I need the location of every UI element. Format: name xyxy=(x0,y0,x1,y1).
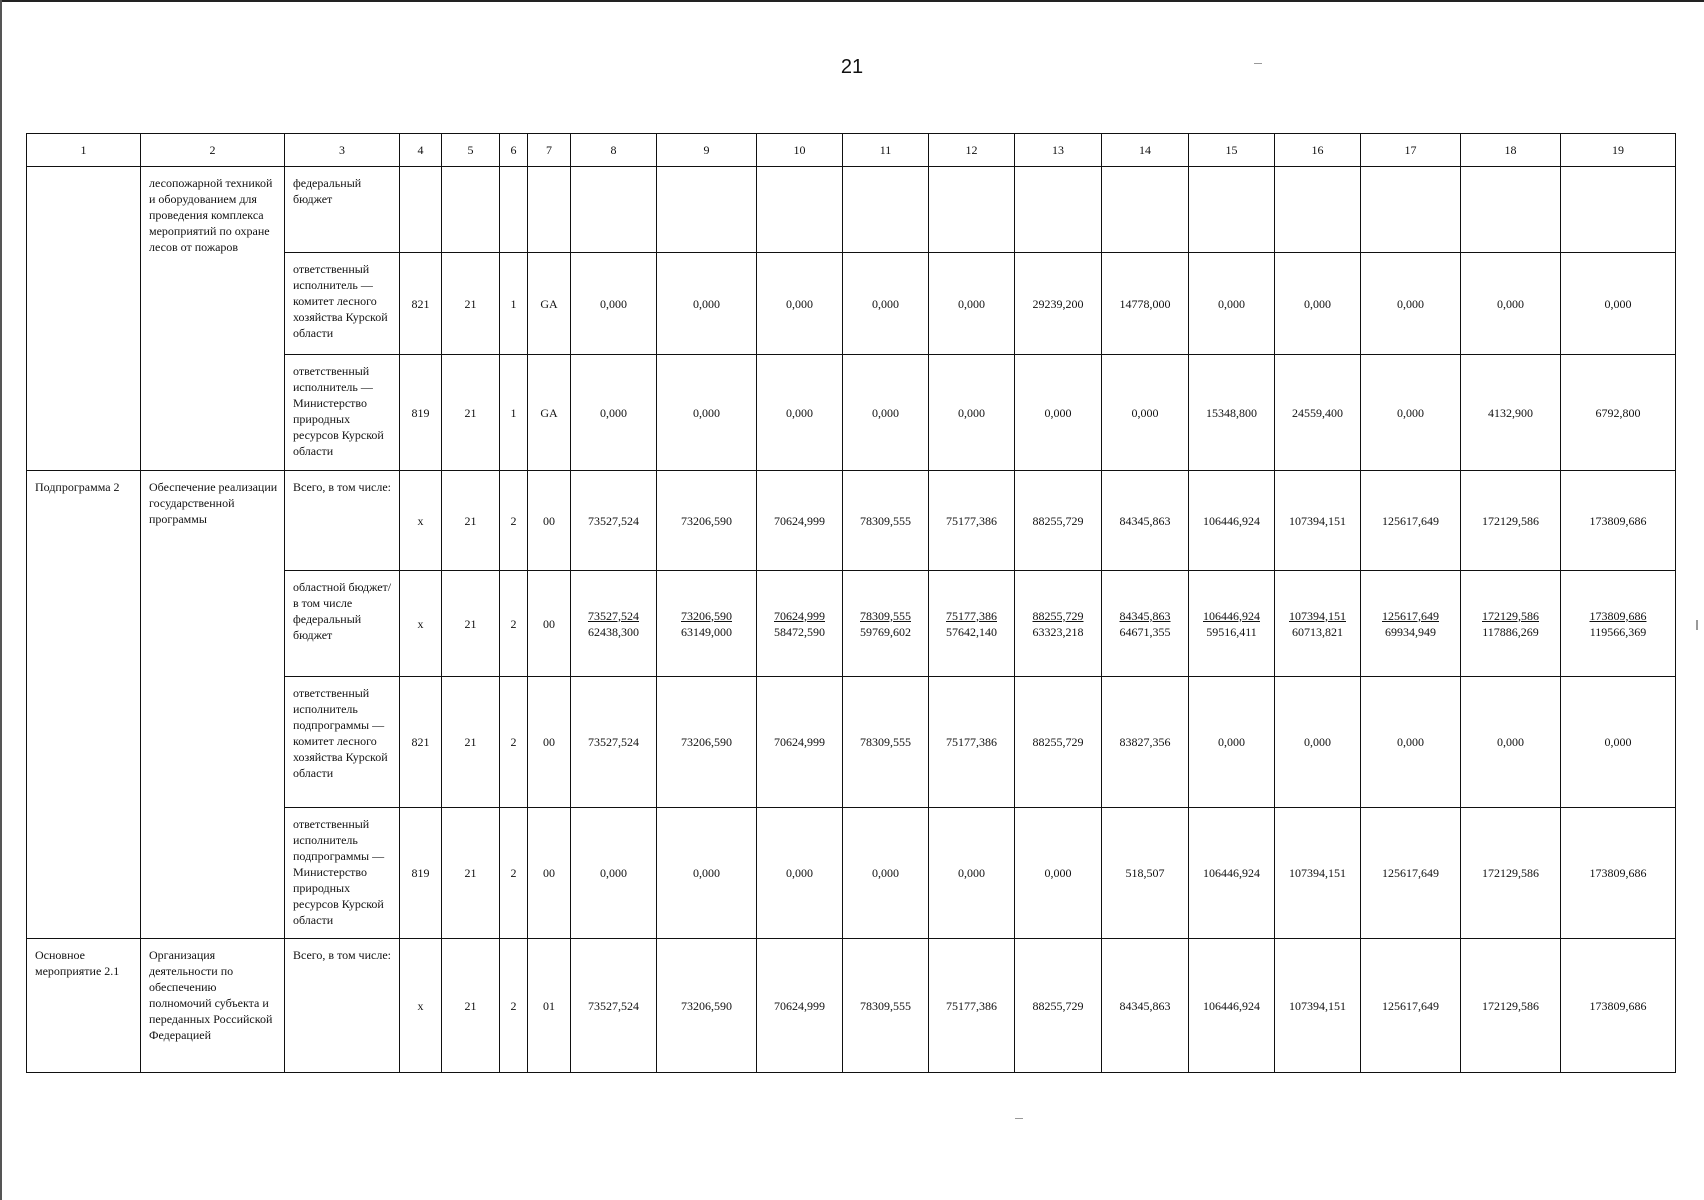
amount-cell: 0,000 xyxy=(571,253,657,355)
amount-federal: 62438,300 xyxy=(588,624,639,639)
amount-cell: 106446,924 xyxy=(1189,471,1275,571)
program-description-cell: лесопожарной техникой и оборудованием для проведения комплекса мероприятий по охране лесов от пожаров xyxy=(141,167,285,471)
code-cell: 00 xyxy=(528,571,571,677)
code-cell: 01 xyxy=(528,939,571,1073)
page-left-rule xyxy=(0,0,2,1200)
amount-cell: 0,000 xyxy=(929,355,1015,471)
amount-cell: 73206,590 xyxy=(657,471,757,571)
amount-cell xyxy=(929,571,1015,677)
amount-cell: 125617,649 xyxy=(1361,939,1461,1073)
amount-cell: 0,000 xyxy=(1275,677,1361,808)
amount-cell: 73527,524 xyxy=(571,939,657,1073)
amount-cell: 0,000 xyxy=(843,808,929,939)
page-top-rule xyxy=(0,0,1704,2)
amount-federal: 59769,602 xyxy=(860,624,911,639)
amount-total: 70624,999 xyxy=(774,608,825,623)
amount-federal: 119566,369 xyxy=(1589,624,1647,639)
program-name-cell: Основное мероприятие 2.1 xyxy=(27,939,141,1073)
amount-total: 107394,151 xyxy=(1289,608,1346,623)
amount-cell: 125617,649 xyxy=(1361,471,1461,571)
column-header: 10 xyxy=(757,134,843,167)
amount-cell: 83827,356 xyxy=(1102,677,1189,808)
code-cell xyxy=(500,167,528,253)
amount-cell: 0,000 xyxy=(757,355,843,471)
page-number: 21 xyxy=(840,56,864,78)
amount-cell: 0,000 xyxy=(1015,355,1102,471)
amount-cell xyxy=(757,167,843,253)
amount-cell: 107394,151 xyxy=(1275,471,1361,571)
amount-cell: 0,000 xyxy=(571,808,657,939)
code-cell: 21 xyxy=(442,253,500,355)
amount-cell: 0,000 xyxy=(1461,253,1561,355)
column-header: 16 xyxy=(1275,134,1361,167)
column-header: 8 xyxy=(571,134,657,167)
amount-cell xyxy=(1102,167,1189,253)
code-cell: 21 xyxy=(442,677,500,808)
code-cell: 821 xyxy=(400,677,442,808)
code-cell xyxy=(442,167,500,253)
amount-cell: 0,000 xyxy=(1361,677,1461,808)
column-header: 9 xyxy=(657,134,757,167)
amount-cell: 78309,555 xyxy=(843,471,929,571)
amount-cell xyxy=(657,167,757,253)
amount-cell: 0,000 xyxy=(657,355,757,471)
amount-federal: 64671,355 xyxy=(1119,624,1171,639)
amount-total: 84345,863 xyxy=(1119,608,1171,623)
column-header: 5 xyxy=(442,134,500,167)
budget-table xyxy=(26,133,1676,1073)
amount-cell: 78309,555 xyxy=(843,939,929,1073)
amount-cell xyxy=(1189,571,1275,677)
funding-source-cell: ответственный исполнитель — комитет лесного хозяйства Курской области xyxy=(285,253,400,355)
amount-cell: 106446,924 xyxy=(1189,808,1275,939)
scan-mark xyxy=(1254,63,1262,64)
amount-federal: 57642,140 xyxy=(946,624,997,639)
amount-cell: 6792,800 xyxy=(1561,355,1676,471)
table-row xyxy=(27,939,1676,1073)
amount-cell xyxy=(757,571,843,677)
amount-cell xyxy=(1361,571,1461,677)
amount-cell: 70624,999 xyxy=(757,939,843,1073)
amount-cell xyxy=(1461,167,1561,253)
code-cell: 2 xyxy=(500,471,528,571)
amount-federal: 69934,949 xyxy=(1385,624,1436,639)
amount-cell xyxy=(1361,167,1461,253)
code-cell: 2 xyxy=(500,571,528,677)
amount-total: 173809,686 xyxy=(1589,608,1647,623)
amount-cell: 88255,729 xyxy=(1015,471,1102,571)
program-name-cell: Подпрограмма 2 xyxy=(27,471,141,939)
code-cell: 00 xyxy=(528,808,571,939)
amount-cell: 75177,386 xyxy=(929,471,1015,571)
program-description-cell: Обеспечение реализации государственной программы xyxy=(141,471,285,939)
code-cell: 21 xyxy=(442,355,500,471)
code-cell: х xyxy=(400,939,442,1073)
amount-cell: 173809,686 xyxy=(1561,808,1676,939)
amount-cell: 75177,386 xyxy=(929,939,1015,1073)
code-cell: GA xyxy=(528,355,571,471)
amount-cell: 0,000 xyxy=(843,355,929,471)
column-header: 11 xyxy=(843,134,929,167)
amount-cell xyxy=(1015,167,1102,253)
code-cell xyxy=(400,167,442,253)
column-header: 14 xyxy=(1102,134,1189,167)
amount-federal: 63149,000 xyxy=(681,624,732,639)
table-body xyxy=(27,167,1676,1073)
funding-source-cell: областной бюджет/в том числе федеральный бюджет xyxy=(285,571,400,677)
amount-cell: 73206,590 xyxy=(657,677,757,808)
amount-federal: 58472,590 xyxy=(774,624,825,639)
table-header-row xyxy=(27,134,1676,167)
column-header: 19 xyxy=(1561,134,1676,167)
amount-cell: 125617,649 xyxy=(1361,808,1461,939)
amount-cell xyxy=(1561,571,1676,677)
code-cell: 2 xyxy=(500,939,528,1073)
amount-cell: 70624,999 xyxy=(757,677,843,808)
amount-cell: 0,000 xyxy=(1102,355,1189,471)
code-cell: 1 xyxy=(500,355,528,471)
column-header: 13 xyxy=(1015,134,1102,167)
amount-cell xyxy=(1189,167,1275,253)
code-cell: 00 xyxy=(528,677,571,808)
amount-cell: 0,000 xyxy=(929,808,1015,939)
amount-cell: 0,000 xyxy=(757,808,843,939)
amount-cell xyxy=(1461,571,1561,677)
amount-cell: 4132,900 xyxy=(1461,355,1561,471)
code-cell: 21 xyxy=(442,939,500,1073)
amount-cell: 0,000 xyxy=(571,355,657,471)
amount-cell xyxy=(843,167,929,253)
amount-cell: 0,000 xyxy=(1189,677,1275,808)
amount-cell: 78309,555 xyxy=(843,677,929,808)
amount-cell: 73206,590 xyxy=(657,939,757,1073)
amount-cell: 0,000 xyxy=(657,253,757,355)
amount-cell: 173809,686 xyxy=(1561,939,1676,1073)
amount-cell: 15348,800 xyxy=(1189,355,1275,471)
amount-cell xyxy=(929,167,1015,253)
program-name-cell xyxy=(27,167,141,471)
amount-cell: 0,000 xyxy=(1561,677,1676,808)
code-cell: х xyxy=(400,471,442,571)
column-header: 3 xyxy=(285,134,400,167)
code-cell: 21 xyxy=(442,571,500,677)
amount-cell: 106446,924 xyxy=(1189,939,1275,1073)
amount-cell: 73527,524 xyxy=(571,471,657,571)
amount-cell: 172129,586 xyxy=(1461,471,1561,571)
amount-cell: 73527,524 xyxy=(571,677,657,808)
scan-mark xyxy=(1015,1118,1023,1119)
amount-cell: 0,000 xyxy=(657,808,757,939)
amount-cell: 0,000 xyxy=(1275,253,1361,355)
funding-source-cell: Всего, в том числе: xyxy=(285,939,400,1073)
amount-cell xyxy=(1275,571,1361,677)
amount-cell: 0,000 xyxy=(757,253,843,355)
amount-cell: 0,000 xyxy=(1361,253,1461,355)
funding-source-cell: ответственный исполнитель подпрограммы — Министерство природных ресурсов Курской области xyxy=(285,808,400,939)
amount-cell: 518,507 xyxy=(1102,808,1189,939)
code-cell: 819 xyxy=(400,808,442,939)
amount-cell xyxy=(1015,571,1102,677)
code-cell xyxy=(528,167,571,253)
amount-cell: 84345,863 xyxy=(1102,939,1189,1073)
amount-cell: 84345,863 xyxy=(1102,471,1189,571)
amount-cell xyxy=(1102,571,1189,677)
code-cell: 821 xyxy=(400,253,442,355)
column-header: 7 xyxy=(528,134,571,167)
amount-cell: 0,000 xyxy=(1015,808,1102,939)
column-header: 15 xyxy=(1189,134,1275,167)
funding-source-cell: федеральный бюджет xyxy=(285,167,400,253)
amount-cell xyxy=(843,571,929,677)
column-header: 18 xyxy=(1461,134,1561,167)
amount-cell: 0,000 xyxy=(1189,253,1275,355)
amount-federal: 59516,411 xyxy=(1206,624,1257,639)
amount-cell: 0,000 xyxy=(843,253,929,355)
scan-mark xyxy=(1696,620,1698,630)
funding-source-cell: Всего, в том числе: xyxy=(285,471,400,571)
code-cell: 21 xyxy=(442,808,500,939)
table-row xyxy=(27,471,1676,571)
code-cell: 21 xyxy=(442,471,500,571)
amount-cell xyxy=(657,571,757,677)
amount-total: 125617,649 xyxy=(1382,608,1439,623)
table-row xyxy=(27,167,1676,253)
amount-cell xyxy=(1275,167,1361,253)
column-header: 1 xyxy=(27,134,141,167)
amount-cell: 172129,586 xyxy=(1461,808,1561,939)
amount-federal: 63323,218 xyxy=(1032,624,1084,639)
code-cell: 2 xyxy=(500,677,528,808)
funding-source-cell: ответственный исполнитель подпрограммы — комитет лесного хозяйства Курской области xyxy=(285,677,400,808)
amount-federal: 60713,821 xyxy=(1292,624,1343,639)
amount-cell: 172129,586 xyxy=(1461,939,1561,1073)
amount-cell xyxy=(571,571,657,677)
program-description-cell: Организация деятельности по обеспечению полномочий субъекта и переданных Российской Федерацией xyxy=(141,939,285,1073)
amount-total: 106446,924 xyxy=(1203,608,1260,623)
amount-cell: 88255,729 xyxy=(1015,677,1102,808)
code-cell: GA xyxy=(528,253,571,355)
column-header: 2 xyxy=(141,134,285,167)
amount-cell: 14778,000 xyxy=(1102,253,1189,355)
amount-total: 88255,729 xyxy=(1032,608,1084,623)
code-cell: х xyxy=(400,571,442,677)
column-header: 17 xyxy=(1361,134,1461,167)
code-cell: 00 xyxy=(528,471,571,571)
amount-cell: 75177,386 xyxy=(929,677,1015,808)
code-cell: 1 xyxy=(500,253,528,355)
code-cell: 819 xyxy=(400,355,442,471)
amount-total: 75177,386 xyxy=(946,608,997,623)
amount-cell: 88255,729 xyxy=(1015,939,1102,1073)
amount-federal: 117886,269 xyxy=(1482,624,1539,639)
amount-cell xyxy=(571,167,657,253)
column-header: 6 xyxy=(500,134,528,167)
amount-cell: 173809,686 xyxy=(1561,471,1676,571)
code-cell: 2 xyxy=(500,808,528,939)
amount-cell: 24559,400 xyxy=(1275,355,1361,471)
amount-cell: 29239,200 xyxy=(1015,253,1102,355)
amount-total: 78309,555 xyxy=(860,608,911,623)
amount-total: 73527,524 xyxy=(588,608,639,623)
amount-total: 172129,586 xyxy=(1482,608,1539,623)
column-header: 4 xyxy=(400,134,442,167)
amount-cell: 0,000 xyxy=(929,253,1015,355)
amount-cell: 0,000 xyxy=(1361,355,1461,471)
amount-cell xyxy=(1561,167,1676,253)
column-header: 12 xyxy=(929,134,1015,167)
amount-cell: 0,000 xyxy=(1461,677,1561,808)
amount-cell: 0,000 xyxy=(1561,253,1676,355)
amount-cell: 107394,151 xyxy=(1275,808,1361,939)
amount-cell: 107394,151 xyxy=(1275,939,1361,1073)
funding-source-cell: ответственный исполнитель — Министерство природных ресурсов Курской области xyxy=(285,355,400,471)
amount-total: 73206,590 xyxy=(681,608,732,623)
amount-cell: 70624,999 xyxy=(757,471,843,571)
